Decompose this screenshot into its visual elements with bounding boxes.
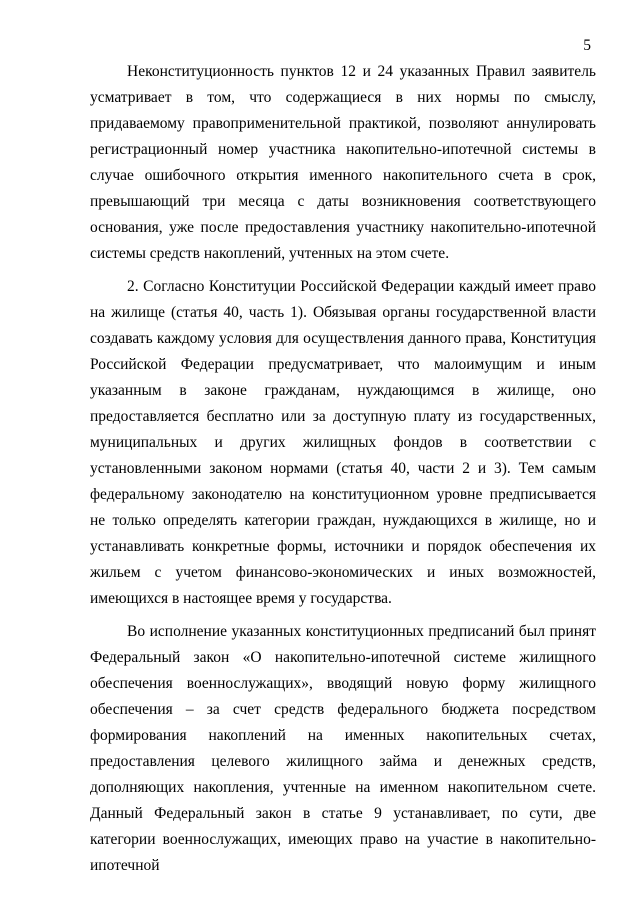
- body-text: [90, 59, 596, 886]
- paragraph-2: 2. Согласно Конституции Российской Федерации каждый имеет право на жилище (статья 40, часть 1). Обязывая органы государственной власти создавать каждому условия для осуществления данного права, Конституция Российской Федерации предусматривает, что малоимущим и иным указанным в законе гражданам, нуждающимся в жилище, оно предоставляется бесплатно или за доступную плату из государственных, муниципальных и других жилищных фондов в соответствии с установленными законом нормами (статья 40, части 2 и 3). Тем самым федеральному законодателю на конституционном уровне предписывается не только определять категории граждан, нуждающихся в жилище, но и устанавливать конкретные формы, источники и порядок обеспечения их жильем с учетом финансово-экономических и иных возможностей, имеющихся в настоящее время у государства.: [90, 278, 596, 607]
- paragraph-3: Во исполнение указанных конституционных предписаний был принят Федеральный закон «О накопительно-ипотечной системе жилищного обеспечения военнослужащих», вводящий новую форму жилищного обеспечения – за счет средств федерального бюджета посредством формирования накоплений на именных накопительных счетах, предоставления целевого жилищного займа и денежных средств, дополняющих накопления, учтенные на именном накопительном счете. Данный Федеральный закон в статье 9 устанавливает, по сути, две категории военнослужащих, имеющих право на участие в накопительно-ипотечной: [90, 623, 596, 874]
- paragraph-1: Неконституционность пунктов 12 и 24 указанных Правил заявитель усматривает в том, что содержащиеся в них нормы по смыслу, придаваемому правоприменительной практикой, позволяют аннулировать регистрационный номер участника накопительно-ипотечной системы в случае ошибочного открытия именного накопительного счета в срок, превышающий три месяца с даты возникновения соответствующего основания, уже после предоставления участнику накопительно-ипотечной системы средств накоплений, учтенных на этом счете.: [90, 63, 596, 262]
- page-number: 5: [583, 37, 591, 54]
